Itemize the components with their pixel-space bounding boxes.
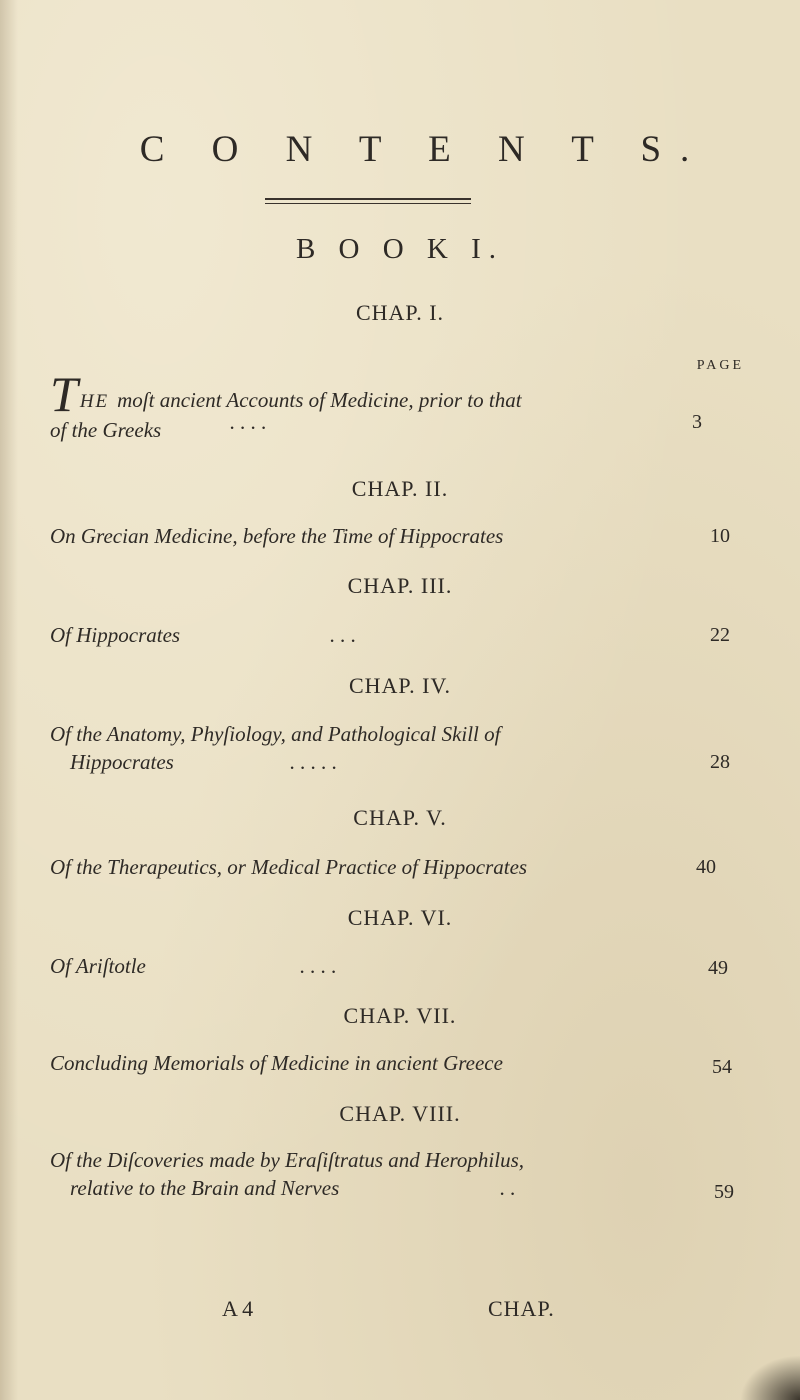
chapter-5-entry: [50, 853, 750, 881]
page-column-label: PAGE: [696, 358, 744, 373]
chapter-5-page: 40: [696, 856, 716, 878]
chapter-6-page: 49: [708, 957, 728, 979]
chapter-4-title-line1: Of the Anatomy, Phyſiology, and Pathological Skill of: [50, 722, 501, 746]
chapter-1-title-text: moſt ancient Accounts of Medicine, prior to that: [117, 388, 522, 412]
spine-shadow: [0, 0, 18, 1400]
chapter-1-page: 3: [692, 411, 702, 433]
chapter-3-page: 22: [710, 624, 730, 646]
chapter-8-heading: CHAP. VIII.: [339, 1101, 461, 1126]
chapter-3-leader: . . .: [330, 623, 357, 647]
chapter-3-entry: [50, 621, 750, 649]
chapter-7-page: 54: [712, 1056, 732, 1078]
smallcaps-word: HE: [79, 391, 110, 412]
chapter-5-heading: CHAP. V.: [353, 805, 447, 830]
book-heading: B O O K I.: [295, 233, 505, 265]
chapter-2-heading: CHAP. II.: [351, 476, 449, 501]
chapter-5-title: Of the Therapeutics, or Medical Practice of Hippocrates: [50, 855, 528, 879]
chapter-1-title-line1: [50, 366, 750, 422]
chapter-2-page: 10: [710, 525, 730, 547]
chapter-6-heading: CHAP. VI.: [347, 905, 453, 930]
dropcap: T: [50, 366, 78, 422]
chapter-3-title: Of Hippocrates: [50, 623, 181, 647]
chapter-1-entry: [50, 366, 750, 444]
chapter-6-entry: [50, 952, 750, 980]
chapter-1-title-cont: of the Greeks: [50, 418, 162, 442]
signature-mark: A 4: [222, 1296, 254, 1321]
chapter-8-title-line1: Of the Diſcoveries made by Eraſiſtratus and Herophilus,: [50, 1148, 524, 1172]
chapter-3-heading: CHAP. III.: [347, 573, 453, 598]
chapter-4-entry: [50, 720, 750, 776]
chapter-6-leader: . . . .: [300, 954, 337, 978]
chapter-4-heading: CHAP. IV.: [348, 673, 452, 698]
chapter-2-title: On Grecian Medicine, before the Time of Hippocrates: [50, 524, 504, 548]
corner-stain: [740, 1355, 800, 1400]
chapter-7-title: Concluding Memorials of Medicine in ancient Greece: [50, 1051, 503, 1075]
chapter-7-entry: [50, 1049, 750, 1077]
chapter-1-heading: CHAP. I.: [355, 300, 445, 325]
chapter-8-entry: [50, 1146, 750, 1202]
chapter-6-title: Of Ariſtotle: [50, 954, 146, 978]
chapter-8-leader: . .: [500, 1176, 516, 1200]
chapter-8-page: 59: [714, 1181, 734, 1203]
contents-title: C O N T E N T S.: [139, 129, 709, 170]
title-rule-thick: [265, 198, 471, 200]
chapter-1-leader: . . . .: [230, 410, 267, 434]
chapter-8-title-line2: relative to the Brain and Nerves: [70, 1176, 340, 1200]
chapter-7-heading: CHAP. VII.: [343, 1003, 457, 1028]
chapter-4-title-line2: Hippocrates: [70, 750, 174, 774]
catchword: CHAP.: [488, 1296, 555, 1321]
title-rule-thin: [265, 203, 471, 204]
chapter-1-title-line2: [50, 416, 750, 444]
chapter-4-leader: . . . . .: [290, 750, 338, 774]
chapter-2-entry: [50, 522, 750, 550]
chapter-4-page: 28: [710, 751, 730, 773]
